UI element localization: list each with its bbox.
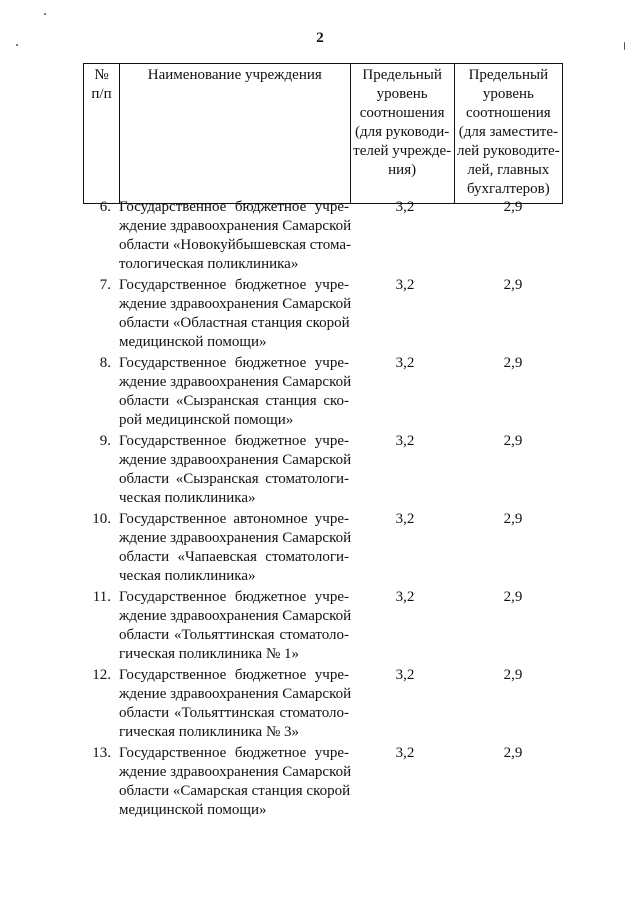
row-number: 8.: [99, 355, 111, 371]
row-head-ratio: 3,2: [395, 667, 415, 683]
name-line: области «Сызранская стоматологи-: [119, 471, 349, 487]
name-line: области «Сызранская станция ско-: [119, 393, 349, 409]
row-deputy-ratio: 2,9: [503, 355, 523, 371]
row-institution-name: [119, 432, 352, 508]
name-line: ждение здравоохранения Самарской: [119, 296, 352, 312]
header-row: [84, 64, 563, 204]
header-deputy-ratio: Предельный уровень соотношения (для заместите- лей руководите- лей, главных бухгалтеров): [454, 64, 562, 204]
name-line: Государственное бюджетное учре-: [119, 589, 349, 605]
name-line: Государственное бюджетное учре-: [119, 355, 349, 371]
table-row: [83, 198, 563, 276]
row-institution-name: [119, 276, 352, 352]
row-institution-name: [119, 354, 352, 430]
name-line: Государственное бюджетное учре-: [119, 433, 349, 449]
row-head-ratio: 3,2: [395, 355, 415, 371]
row-deputy-ratio: 2,9: [503, 589, 523, 605]
name-line: области «Новокуйбышевская стома-: [119, 237, 352, 253]
name-line: ждение здравоохранения Самарской: [119, 608, 352, 624]
page-number: 2: [316, 30, 324, 46]
row-deputy-ratio: 2,9: [503, 199, 523, 215]
row-number: 10.: [92, 511, 111, 527]
row-institution-name: [119, 198, 352, 274]
table-row: [83, 666, 563, 744]
name-line: медицинской помощи»: [119, 802, 267, 818]
name-line: ческая поликлиника»: [119, 568, 256, 584]
name-line: тологическая поликлиника»: [119, 256, 299, 272]
name-line: гическая поликлиника № 3»: [119, 724, 300, 740]
name-line: медицинской помощи»: [119, 334, 267, 350]
row-number: 12.: [92, 667, 111, 683]
table-row: [83, 354, 563, 432]
scan-speck: [16, 44, 18, 46]
name-line: ждение здравоохранения Самарской: [119, 452, 352, 468]
name-line: гическая поликлиника № 1»: [119, 646, 300, 662]
name-line: области «Чапаевская стоматологи-: [119, 549, 349, 565]
row-head-ratio: 3,2: [395, 277, 415, 293]
header-head-ratio: Предельный уровень соотношения (для руководи- телей учрежде- ния): [350, 64, 454, 204]
row-number: 6.: [99, 199, 111, 215]
row-head-ratio: 3,2: [395, 511, 415, 527]
name-line: области «Самарская станция скорой: [119, 783, 351, 799]
name-line: Государственное бюджетное учре-: [119, 745, 349, 761]
scan-speck: [624, 42, 625, 50]
name-line: ждение здравоохранения Самарской: [119, 764, 352, 780]
name-line: рой медицинской помощи»: [119, 412, 294, 428]
row-head-ratio: 3,2: [395, 745, 415, 761]
name-line: области «Тольяттинская стоматоло-: [119, 627, 349, 643]
name-line: ждение здравоохранения Самарской: [119, 530, 352, 546]
row-head-ratio: 3,2: [395, 199, 415, 215]
table-row: [83, 588, 563, 666]
table-row: [83, 276, 563, 354]
header-name: Наименование учреждения: [120, 64, 350, 204]
name-line: Государственное бюджетное учре-: [119, 277, 349, 293]
row-institution-name: [119, 510, 352, 586]
name-line: области «Областная станция скорой: [119, 315, 350, 331]
name-line: Государственное бюджетное учре-: [119, 667, 349, 683]
row-institution-name: [119, 588, 352, 664]
row-deputy-ratio: 2,9: [503, 433, 523, 449]
name-line: Государственное автономное учре-: [119, 511, 349, 527]
name-line: ческая поликлиника»: [119, 490, 256, 506]
header-num: № п/п: [84, 64, 120, 204]
row-deputy-ratio: 2,9: [503, 511, 523, 527]
row-number: 13.: [92, 745, 111, 761]
table-header: [83, 63, 563, 204]
table-row: [83, 510, 563, 588]
row-institution-name: [119, 666, 352, 742]
row-number: 11.: [92, 589, 111, 605]
row-deputy-ratio: 2,9: [503, 745, 523, 761]
name-line: ждение здравоохранения Самарской: [119, 218, 352, 234]
name-line: Государственное бюджетное учре-: [119, 199, 349, 215]
row-number: 7.: [99, 277, 111, 293]
scan-speck: [44, 13, 46, 15]
name-line: ждение здравоохранения Самарской: [119, 686, 352, 702]
row-head-ratio: 3,2: [395, 433, 415, 449]
row-deputy-ratio: 2,9: [503, 667, 523, 683]
name-line: области «Тольяттинская стоматоло-: [119, 705, 349, 721]
row-number: 9.: [99, 433, 111, 449]
table-row: [83, 744, 563, 822]
row-head-ratio: 3,2: [395, 589, 415, 605]
table-row: [83, 432, 563, 510]
row-deputy-ratio: 2,9: [503, 277, 523, 293]
name-line: ждение здравоохранения Самарской: [119, 374, 352, 390]
row-institution-name: [119, 744, 352, 820]
table-body: [83, 198, 563, 822]
